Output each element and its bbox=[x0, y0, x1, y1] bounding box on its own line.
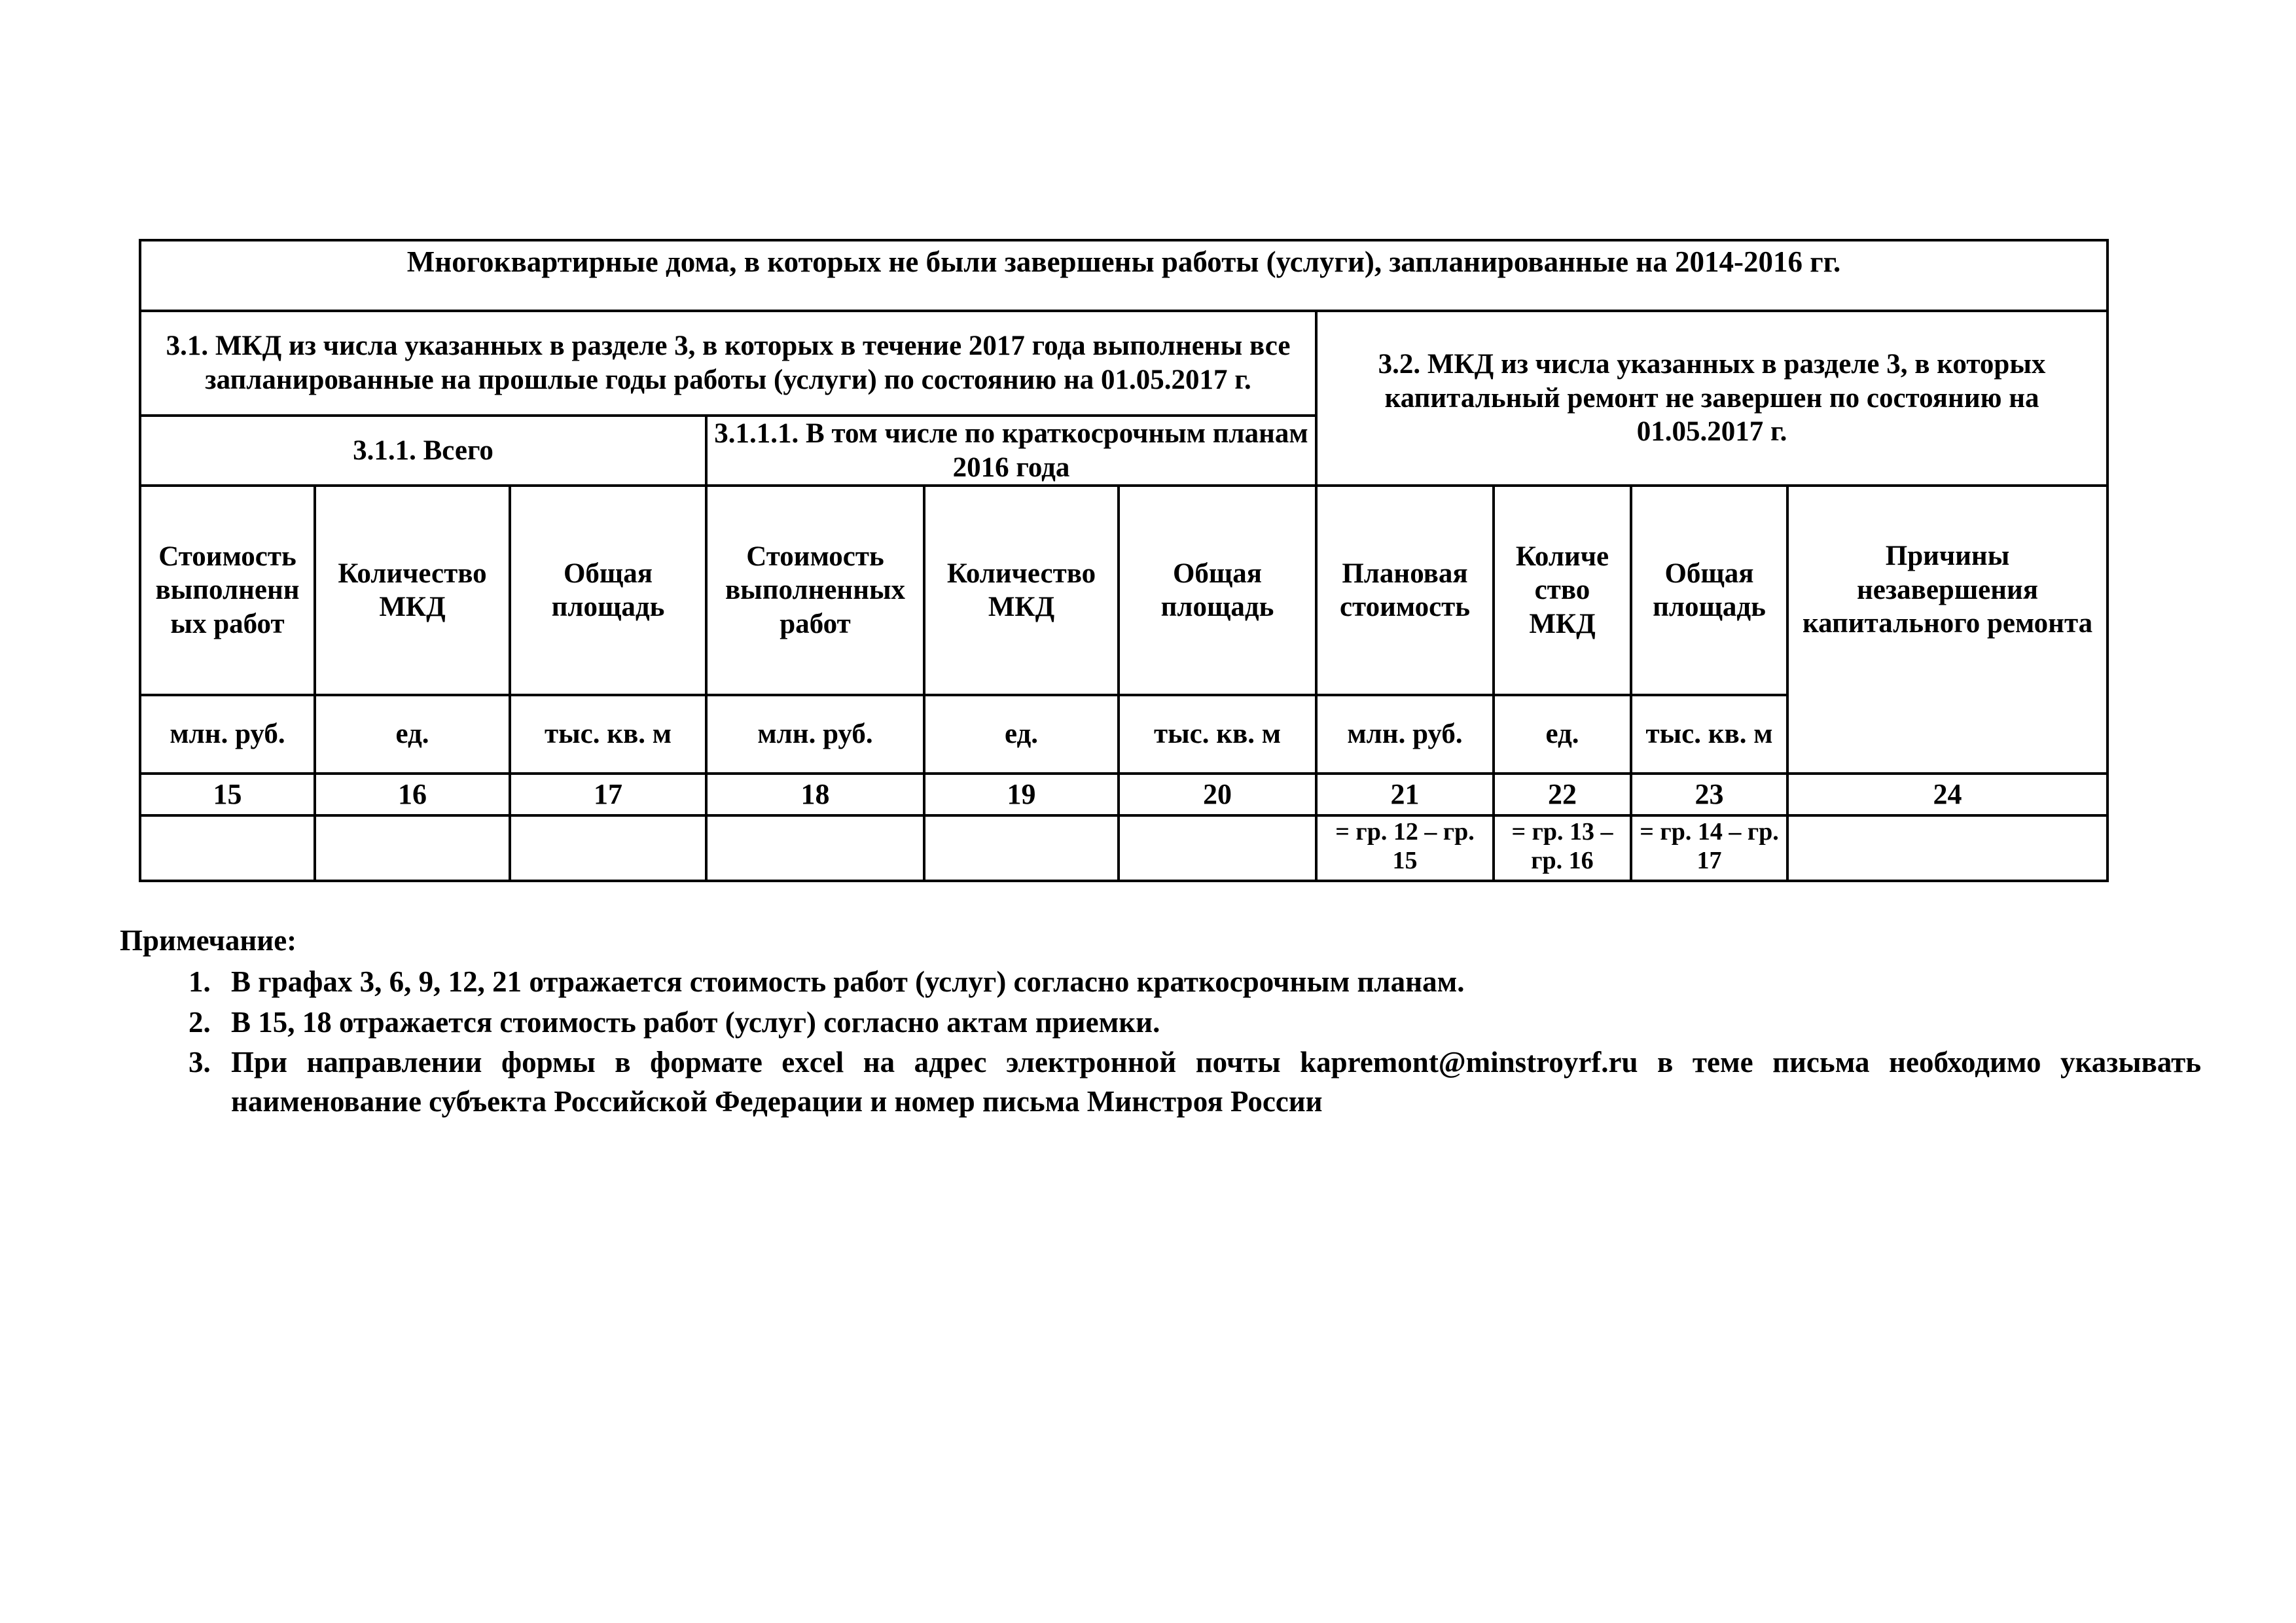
unit-cell: ед. bbox=[924, 695, 1119, 774]
column-number: 23 bbox=[1631, 774, 1787, 815]
data-cell bbox=[315, 815, 510, 881]
report-table bbox=[139, 239, 2109, 882]
column-number: 16 bbox=[315, 774, 510, 815]
note-item: 1. В графах 3, 6, 9, 12, 21 отражается стоимость работ (услуг) согласно краткосрочным планам. bbox=[218, 963, 2201, 1001]
column-header: Количе ство МКД bbox=[1494, 486, 1631, 695]
column-header: Общая площадь bbox=[510, 486, 706, 695]
column-number: 24 bbox=[1787, 774, 2108, 815]
formula-cell: = гр. 14 – гр. 17 bbox=[1631, 815, 1787, 881]
data-cell bbox=[1787, 815, 2108, 881]
column-number: 20 bbox=[1119, 774, 1316, 815]
column-header: Плановая стоимость bbox=[1316, 486, 1494, 695]
notes-title: Примечание: bbox=[120, 924, 297, 957]
column-number: 15 bbox=[140, 774, 315, 815]
column-number: 19 bbox=[924, 774, 1119, 815]
unit-cell: млн. руб. bbox=[706, 695, 924, 774]
section-3-2-header: 3.2. МКД из числа указанных в разделе 3, в которых капитальный ремонт не завершен по состоянию на 01.05.2017 г. bbox=[1316, 311, 2108, 486]
section-3-1-1-1-header: 3.1.1.1. В том числе по краткосрочным планам 2016 года bbox=[706, 416, 1316, 486]
formula-cell: = гр. 12 – гр. 15 bbox=[1316, 815, 1494, 881]
column-number: 17 bbox=[510, 774, 706, 815]
data-cell bbox=[706, 815, 924, 881]
table-title: Многоквартирные дома, в которых не были завершены работы (услуги), запланированные на 2014-2016 гг. bbox=[140, 240, 2108, 311]
unit-cell: ед. bbox=[1494, 695, 1631, 774]
notes-list bbox=[120, 963, 2201, 1121]
column-header: Количество МКД bbox=[924, 486, 1119, 695]
unit-cell: млн. руб. bbox=[1316, 695, 1494, 774]
unit-cell: тыс. кв. м bbox=[1631, 695, 1787, 774]
data-cell bbox=[510, 815, 706, 881]
section-3-1-1-header: 3.1.1. Всего bbox=[140, 416, 706, 486]
column-number: 18 bbox=[706, 774, 924, 815]
column-header: Общая площадь bbox=[1119, 486, 1316, 695]
column-header: Стоимость выполненн ых работ bbox=[140, 486, 315, 695]
data-cell bbox=[140, 815, 315, 881]
note-item: 2. В 15, 18 отражается стоимость работ (услуг) согласно актам приемки. bbox=[218, 1003, 2201, 1042]
note-item: 3. При направлении формы в формате excel на адрес электронной почты kapremont@minstroyrf.ru в теме письма необходимо указывать наименование субъекта Российской Федерации и номер письма Минстроя России bbox=[218, 1043, 2201, 1121]
column-number: 22 bbox=[1494, 774, 1631, 815]
unit-cell: тыс. кв. м bbox=[510, 695, 706, 774]
section-3-1-header: 3.1. МКД из числа указанных в разделе 3, в которых в течение 2017 года выполнены все запланированные на прошлые годы работы (услуги) по состоянию на 01.05.2017 г. bbox=[140, 311, 1316, 416]
unit-cell: млн. руб. bbox=[140, 695, 315, 774]
data-cell bbox=[924, 815, 1119, 881]
formula-cell: = гр. 13 – гр. 16 bbox=[1494, 815, 1631, 881]
data-cell bbox=[1119, 815, 1316, 881]
column-header: Количество МКД bbox=[315, 486, 510, 695]
column-number: 21 bbox=[1316, 774, 1494, 815]
column-header-reasons: Причины незавершения капитального ремонта bbox=[1787, 486, 2108, 774]
notes-section bbox=[120, 921, 2201, 1122]
column-header: Общая площадь bbox=[1631, 486, 1787, 695]
column-header: Стоимость выполненных работ bbox=[706, 486, 924, 695]
unit-cell: тыс. кв. м bbox=[1119, 695, 1316, 774]
unit-cell: ед. bbox=[315, 695, 510, 774]
